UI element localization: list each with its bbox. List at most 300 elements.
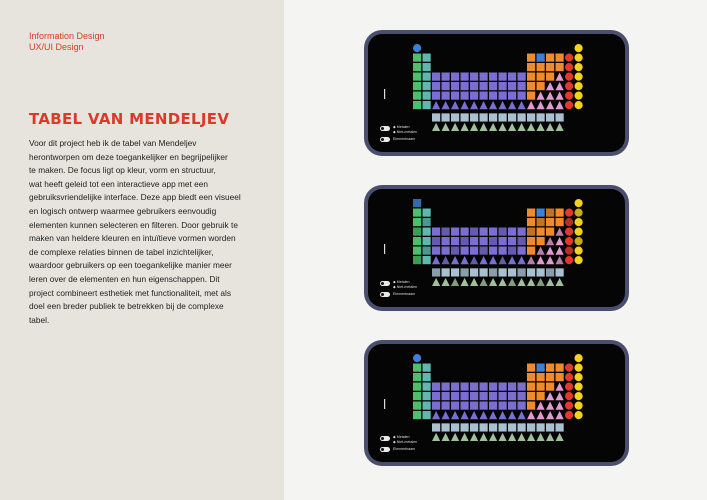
element-tile[interactable]	[546, 411, 554, 419]
element-tile[interactable]	[432, 278, 440, 286]
element-tile[interactable]	[527, 256, 535, 264]
element-tile[interactable]	[556, 268, 564, 276]
element-tile[interactable]	[575, 373, 583, 381]
element-tile[interactable]	[489, 256, 497, 264]
element-tile[interactable]	[413, 199, 421, 207]
element-tile[interactable]	[489, 247, 497, 255]
element-tile[interactable]	[451, 433, 459, 441]
element-tile[interactable]	[556, 218, 564, 226]
element-tile[interactable]	[508, 256, 516, 264]
element-tile[interactable]	[461, 433, 469, 441]
element-tile[interactable]	[423, 92, 431, 100]
element-tile[interactable]	[518, 92, 526, 100]
element-tile[interactable]	[527, 209, 535, 217]
element-tile[interactable]	[518, 402, 526, 410]
element-tile[interactable]	[537, 228, 545, 236]
element-tile[interactable]	[461, 411, 469, 419]
element-tile[interactable]	[413, 92, 421, 100]
element-tile[interactable]	[451, 256, 459, 264]
element-tile[interactable]	[432, 228, 440, 236]
element-tile[interactable]	[451, 411, 459, 419]
element-tile[interactable]	[499, 392, 507, 400]
element-tile[interactable]	[556, 73, 564, 81]
element-tile[interactable]	[442, 123, 450, 131]
element-tile[interactable]	[508, 411, 516, 419]
element-tile[interactable]	[451, 73, 459, 81]
element-tile[interactable]	[508, 82, 516, 90]
element-tile[interactable]	[470, 82, 478, 90]
element-tile[interactable]	[423, 218, 431, 226]
element-tile[interactable]	[527, 113, 535, 121]
element-tile[interactable]	[442, 268, 450, 276]
element-tile[interactable]	[575, 101, 583, 109]
element-tile[interactable]	[527, 237, 535, 245]
element-tile[interactable]	[565, 54, 573, 62]
element-tile[interactable]	[423, 73, 431, 81]
element-tile[interactable]	[499, 247, 507, 255]
element-tile[interactable]	[470, 392, 478, 400]
element-tile[interactable]	[508, 101, 516, 109]
element-tile[interactable]	[508, 113, 516, 121]
element-tile[interactable]	[413, 354, 421, 362]
element-tile[interactable]	[461, 256, 469, 264]
element-tile[interactable]	[518, 433, 526, 441]
element-tile[interactable]	[518, 228, 526, 236]
element-tile[interactable]	[432, 73, 440, 81]
element-tile[interactable]	[508, 73, 516, 81]
element-tile[interactable]	[451, 383, 459, 391]
element-tile[interactable]	[556, 256, 564, 264]
element-tile[interactable]	[461, 247, 469, 255]
element-tile[interactable]	[499, 383, 507, 391]
metals-toggle[interactable]	[380, 126, 390, 131]
element-tile[interactable]	[499, 101, 507, 109]
element-tile[interactable]	[537, 383, 545, 391]
element-tile[interactable]	[518, 278, 526, 286]
element-tile[interactable]	[480, 247, 488, 255]
element-tile[interactable]	[565, 256, 573, 264]
element-tile[interactable]	[432, 256, 440, 264]
element-tile[interactable]	[546, 113, 554, 121]
element-tile[interactable]	[432, 423, 440, 431]
element-tile[interactable]	[451, 392, 459, 400]
element-tile[interactable]	[442, 402, 450, 410]
element-tile[interactable]	[546, 256, 554, 264]
element-tile[interactable]	[470, 402, 478, 410]
element-tile[interactable]	[556, 278, 564, 286]
element-tile[interactable]	[480, 268, 488, 276]
element-tile[interactable]	[442, 228, 450, 236]
element-tile[interactable]	[423, 392, 431, 400]
element-tile[interactable]	[537, 101, 545, 109]
element-tile[interactable]	[423, 63, 431, 71]
element-tile[interactable]	[470, 256, 478, 264]
element-tile[interactable]	[565, 101, 573, 109]
element-tile[interactable]	[470, 268, 478, 276]
element-tile[interactable]	[423, 373, 431, 381]
element-tile[interactable]	[499, 92, 507, 100]
element-tile[interactable]	[413, 247, 421, 255]
element-tile[interactable]	[546, 402, 554, 410]
element-tile[interactable]	[461, 392, 469, 400]
element-tile[interactable]	[442, 411, 450, 419]
element-tile[interactable]	[546, 268, 554, 276]
element-tile[interactable]	[508, 392, 516, 400]
element-tile[interactable]	[537, 218, 545, 226]
element-tile[interactable]	[442, 82, 450, 90]
element-tile[interactable]	[565, 373, 573, 381]
element-tile[interactable]	[470, 411, 478, 419]
element-tile[interactable]	[565, 63, 573, 71]
element-tile[interactable]	[413, 256, 421, 264]
element-tile[interactable]	[432, 392, 440, 400]
element-tile[interactable]	[451, 237, 459, 245]
element-tile[interactable]	[489, 113, 497, 121]
element-tile[interactable]	[537, 92, 545, 100]
element-tile[interactable]	[508, 237, 516, 245]
element-tile[interactable]	[423, 237, 431, 245]
element-tile[interactable]	[461, 113, 469, 121]
element-tile[interactable]	[413, 383, 421, 391]
element-tile[interactable]	[546, 123, 554, 131]
element-tile[interactable]	[413, 54, 421, 62]
element-tile[interactable]	[470, 423, 478, 431]
element-tile[interactable]	[470, 247, 478, 255]
element-tile[interactable]	[537, 364, 545, 372]
element-tile[interactable]	[442, 423, 450, 431]
element-tile[interactable]	[546, 373, 554, 381]
element-tile[interactable]	[575, 54, 583, 62]
element-tile[interactable]	[575, 82, 583, 90]
element-tile[interactable]	[432, 433, 440, 441]
element-tile[interactable]	[518, 423, 526, 431]
element-tile[interactable]	[480, 113, 488, 121]
element-tile[interactable]	[527, 247, 535, 255]
element-tile[interactable]	[537, 256, 545, 264]
element-tile[interactable]	[413, 63, 421, 71]
element-tile[interactable]	[546, 423, 554, 431]
element-tile[interactable]	[499, 256, 507, 264]
element-tile[interactable]	[527, 402, 535, 410]
element-tile[interactable]	[537, 82, 545, 90]
element-tile[interactable]	[527, 268, 535, 276]
element-tile[interactable]	[461, 383, 469, 391]
element-tile[interactable]	[508, 383, 516, 391]
element-tile[interactable]	[470, 113, 478, 121]
element-tile[interactable]	[432, 237, 440, 245]
element-tile[interactable]	[527, 364, 535, 372]
element-tile[interactable]	[575, 44, 583, 52]
element-tile[interactable]	[480, 73, 488, 81]
element-tile[interactable]	[556, 63, 564, 71]
element-tile[interactable]	[480, 411, 488, 419]
element-tile[interactable]	[565, 383, 573, 391]
element-tile[interactable]	[575, 73, 583, 81]
element-tile[interactable]	[442, 256, 450, 264]
element-name-toggle[interactable]	[380, 137, 390, 142]
element-tile[interactable]	[575, 209, 583, 217]
element-tile[interactable]	[575, 364, 583, 372]
element-tile[interactable]	[442, 247, 450, 255]
element-tile[interactable]	[451, 278, 459, 286]
element-tile[interactable]	[537, 268, 545, 276]
element-tile[interactable]	[480, 82, 488, 90]
element-tile[interactable]	[451, 247, 459, 255]
element-tile[interactable]	[413, 218, 421, 226]
element-tile[interactable]	[489, 392, 497, 400]
element-tile[interactable]	[461, 278, 469, 286]
element-tile[interactable]	[489, 228, 497, 236]
element-tile[interactable]	[527, 411, 535, 419]
element-tile[interactable]	[556, 411, 564, 419]
element-tile[interactable]	[489, 278, 497, 286]
element-tile[interactable]	[480, 237, 488, 245]
element-tile[interactable]	[499, 402, 507, 410]
element-tile[interactable]	[537, 433, 545, 441]
element-tile[interactable]	[546, 92, 554, 100]
element-tile[interactable]	[537, 63, 545, 71]
element-tile[interactable]	[461, 73, 469, 81]
element-tile[interactable]	[499, 113, 507, 121]
element-tile[interactable]	[508, 123, 516, 131]
element-tile[interactable]	[546, 54, 554, 62]
element-tile[interactable]	[546, 383, 554, 391]
element-tile[interactable]	[413, 402, 421, 410]
element-tile[interactable]	[432, 82, 440, 90]
element-tile[interactable]	[499, 228, 507, 236]
element-tile[interactable]	[527, 82, 535, 90]
element-tile[interactable]	[470, 228, 478, 236]
element-tile[interactable]	[470, 73, 478, 81]
element-tile[interactable]	[527, 73, 535, 81]
element-tile[interactable]	[518, 73, 526, 81]
element-tile[interactable]	[518, 268, 526, 276]
element-name-toggle[interactable]	[380, 292, 390, 297]
element-tile[interactable]	[565, 247, 573, 255]
element-tile[interactable]	[527, 392, 535, 400]
element-tile[interactable]	[527, 218, 535, 226]
element-tile[interactable]	[461, 82, 469, 90]
element-tile[interactable]	[565, 364, 573, 372]
element-tile[interactable]	[499, 73, 507, 81]
element-tile[interactable]	[575, 247, 583, 255]
element-tile[interactable]	[480, 278, 488, 286]
element-tile[interactable]	[470, 383, 478, 391]
element-tile[interactable]	[499, 423, 507, 431]
element-tile[interactable]	[423, 228, 431, 236]
element-tile[interactable]	[489, 101, 497, 109]
element-tile[interactable]	[461, 423, 469, 431]
element-tile[interactable]	[423, 247, 431, 255]
element-tile[interactable]	[499, 82, 507, 90]
element-tile[interactable]	[556, 92, 564, 100]
element-tile[interactable]	[575, 383, 583, 391]
element-tile[interactable]	[527, 123, 535, 131]
element-tile[interactable]	[423, 101, 431, 109]
element-tile[interactable]	[565, 209, 573, 217]
element-tile[interactable]	[537, 73, 545, 81]
element-tile[interactable]	[442, 92, 450, 100]
element-tile[interactable]	[413, 392, 421, 400]
element-tile[interactable]	[575, 228, 583, 236]
element-tile[interactable]	[575, 63, 583, 71]
element-tile[interactable]	[546, 278, 554, 286]
element-tile[interactable]	[432, 123, 440, 131]
drag-handle-icon[interactable]	[384, 89, 385, 99]
element-tile[interactable]	[451, 113, 459, 121]
drag-handle-icon[interactable]	[384, 244, 385, 254]
element-tile[interactable]	[489, 237, 497, 245]
element-tile[interactable]	[442, 433, 450, 441]
element-tile[interactable]	[518, 237, 526, 245]
element-tile[interactable]	[489, 73, 497, 81]
element-tile[interactable]	[442, 73, 450, 81]
element-tile[interactable]	[546, 209, 554, 217]
element-tile[interactable]	[575, 199, 583, 207]
element-tile[interactable]	[432, 247, 440, 255]
element-tile[interactable]	[499, 237, 507, 245]
element-tile[interactable]	[413, 373, 421, 381]
element-tile[interactable]	[451, 92, 459, 100]
element-tile[interactable]	[461, 402, 469, 410]
element-tile[interactable]	[423, 402, 431, 410]
element-tile[interactable]	[461, 268, 469, 276]
element-tile[interactable]	[546, 63, 554, 71]
element-tile[interactable]	[565, 73, 573, 81]
element-tile[interactable]	[556, 113, 564, 121]
element-tile[interactable]	[527, 423, 535, 431]
element-name-toggle[interactable]	[380, 447, 390, 452]
element-tile[interactable]	[537, 54, 545, 62]
element-tile[interactable]	[413, 364, 421, 372]
element-tile[interactable]	[432, 101, 440, 109]
element-tile[interactable]	[461, 101, 469, 109]
element-tile[interactable]	[451, 123, 459, 131]
element-tile[interactable]	[546, 82, 554, 90]
drag-handle-icon[interactable]	[384, 399, 385, 409]
element-tile[interactable]	[423, 209, 431, 217]
element-tile[interactable]	[556, 392, 564, 400]
element-tile[interactable]	[432, 113, 440, 121]
element-tile[interactable]	[518, 392, 526, 400]
element-tile[interactable]	[423, 82, 431, 90]
element-tile[interactable]	[470, 92, 478, 100]
element-tile[interactable]	[489, 92, 497, 100]
element-tile[interactable]	[565, 392, 573, 400]
element-tile[interactable]	[432, 383, 440, 391]
element-tile[interactable]	[556, 228, 564, 236]
element-tile[interactable]	[565, 402, 573, 410]
element-tile[interactable]	[508, 92, 516, 100]
element-tile[interactable]	[413, 82, 421, 90]
element-tile[interactable]	[518, 256, 526, 264]
element-tile[interactable]	[527, 63, 535, 71]
element-tile[interactable]	[451, 423, 459, 431]
element-tile[interactable]	[489, 82, 497, 90]
element-tile[interactable]	[461, 123, 469, 131]
element-tile[interactable]	[546, 73, 554, 81]
element-tile[interactable]	[575, 237, 583, 245]
element-tile[interactable]	[470, 278, 478, 286]
element-tile[interactable]	[575, 218, 583, 226]
element-tile[interactable]	[556, 402, 564, 410]
element-tile[interactable]	[527, 433, 535, 441]
element-tile[interactable]	[537, 423, 545, 431]
element-tile[interactable]	[451, 228, 459, 236]
element-tile[interactable]	[537, 247, 545, 255]
element-tile[interactable]	[575, 92, 583, 100]
element-tile[interactable]	[546, 247, 554, 255]
element-tile[interactable]	[537, 237, 545, 245]
metals-toggle[interactable]	[380, 436, 390, 441]
element-tile[interactable]	[556, 423, 564, 431]
element-tile[interactable]	[508, 423, 516, 431]
element-tile[interactable]	[499, 278, 507, 286]
element-tile[interactable]	[489, 433, 497, 441]
element-tile[interactable]	[527, 278, 535, 286]
element-tile[interactable]	[508, 433, 516, 441]
element-tile[interactable]	[423, 383, 431, 391]
element-tile[interactable]	[565, 92, 573, 100]
element-tile[interactable]	[499, 433, 507, 441]
element-tile[interactable]	[432, 411, 440, 419]
element-tile[interactable]	[499, 411, 507, 419]
element-tile[interactable]	[546, 237, 554, 245]
element-tile[interactable]	[537, 392, 545, 400]
element-tile[interactable]	[480, 228, 488, 236]
element-tile[interactable]	[556, 247, 564, 255]
element-tile[interactable]	[518, 247, 526, 255]
element-tile[interactable]	[565, 237, 573, 245]
element-tile[interactable]	[480, 101, 488, 109]
element-tile[interactable]	[442, 237, 450, 245]
element-tile[interactable]	[442, 113, 450, 121]
element-tile[interactable]	[556, 383, 564, 391]
element-tile[interactable]	[461, 92, 469, 100]
element-tile[interactable]	[556, 209, 564, 217]
element-tile[interactable]	[556, 54, 564, 62]
element-tile[interactable]	[480, 423, 488, 431]
element-tile[interactable]	[546, 392, 554, 400]
element-tile[interactable]	[527, 383, 535, 391]
element-tile[interactable]	[470, 237, 478, 245]
element-tile[interactable]	[518, 123, 526, 131]
element-tile[interactable]	[556, 373, 564, 381]
element-tile[interactable]	[423, 411, 431, 419]
element-tile[interactable]	[508, 228, 516, 236]
element-tile[interactable]	[489, 383, 497, 391]
element-tile[interactable]	[518, 101, 526, 109]
element-tile[interactable]	[489, 411, 497, 419]
element-tile[interactable]	[556, 237, 564, 245]
element-tile[interactable]	[527, 373, 535, 381]
element-tile[interactable]	[442, 101, 450, 109]
element-tile[interactable]	[556, 433, 564, 441]
element-tile[interactable]	[546, 364, 554, 372]
element-tile[interactable]	[556, 82, 564, 90]
element-tile[interactable]	[461, 237, 469, 245]
element-tile[interactable]	[527, 54, 535, 62]
element-tile[interactable]	[499, 123, 507, 131]
element-tile[interactable]	[537, 209, 545, 217]
element-tile[interactable]	[470, 433, 478, 441]
element-tile[interactable]	[537, 402, 545, 410]
element-tile[interactable]	[451, 268, 459, 276]
element-tile[interactable]	[480, 92, 488, 100]
element-tile[interactable]	[575, 256, 583, 264]
element-tile[interactable]	[537, 123, 545, 131]
element-tile[interactable]	[518, 113, 526, 121]
